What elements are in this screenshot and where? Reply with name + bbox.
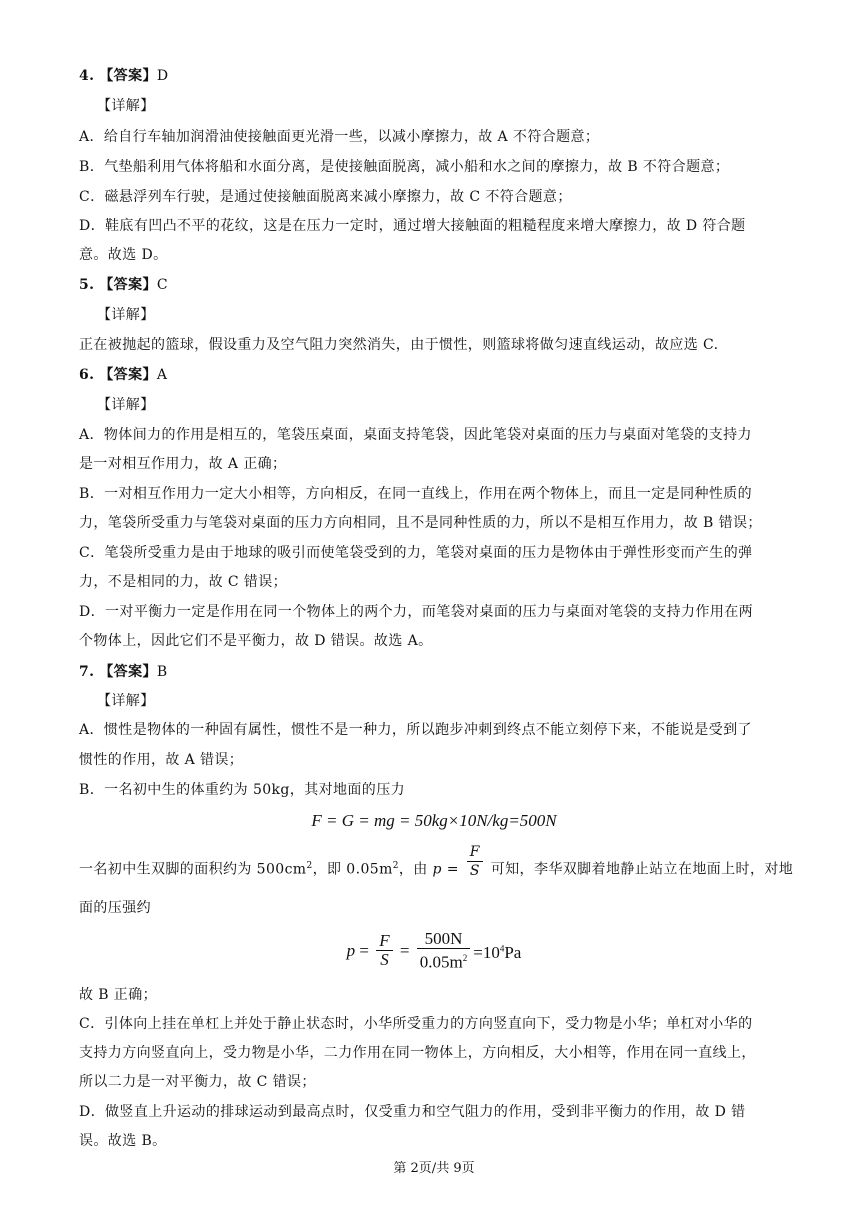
q7-line-d-cont: 误。故选 B。 — [79, 1133, 167, 1149]
q7-line-c-cont2: 所以二力是一对平衡力，故 C 错误； — [79, 1074, 316, 1090]
eq-s: S — [380, 950, 389, 970]
eq-den-value — [417, 949, 470, 972]
q4-answer: D — [156, 68, 169, 84]
eq-equals-2: = — [395, 940, 414, 960]
q5-answer-tag: 【答案】 — [99, 277, 157, 293]
q5-number: 5. — [79, 277, 95, 293]
q6-detail-heading: 【详解】 — [97, 397, 155, 413]
q7-line-a: A．惯性是物体的一种固有属性，惯性不是一种力，所以跑步冲刺到终点不能立刻停下来，不能说是受到了 — [79, 722, 752, 738]
q6-line-a: A．物体间力的作用是相互的，笔袋压桌面，桌面支持笔袋，因此笔袋对桌面的压力与桌面对笔袋的支持力 — [79, 427, 752, 443]
eq-result-text: =10 — [473, 943, 500, 963]
q6-answer-tag: 【答案】 — [99, 367, 157, 383]
q7-answer-tag: 【答案】 — [99, 664, 157, 680]
page-footer: 第 2页/共 9页 — [393, 1161, 475, 1176]
q6-line-c: C．笔袋所受重力是由于地球的吸引而使笔袋受到的力，笔袋对桌面的压力是物体由于弹性形变而产生的弹 — [79, 545, 753, 561]
q4-line-b: B．气垫船利用气体将船和水面分离，是使接触面脱离，减小船和水之间的摩擦力，故 B 不符合题意； — [79, 159, 730, 175]
eq-den-text: 0.05m — [419, 952, 463, 972]
eq-num-value: 500N — [417, 930, 470, 949]
q7-line-a-cont: 惯性的作用，故 A 错误； — [79, 752, 244, 768]
q7-number: 7. — [79, 664, 95, 680]
pressure-symbol: p — [432, 861, 442, 878]
q5-answer-line — [79, 275, 798, 295]
eq-fraction-fs — [376, 932, 392, 969]
fraction-denominator: S — [469, 863, 480, 880]
q7-line-b-result: 故 B 正确； — [79, 987, 157, 1003]
area-text-2: ，即 0.05m — [312, 861, 393, 878]
area-text-4: 可知，李华双脚着地静止站立在地面上时，对地 — [485, 861, 794, 878]
q7-line-b-area — [79, 844, 798, 880]
q7-line-c-cont: 支持力方向竖直向上，受力物是小华，二力作用在同一物体上，方向相反，大小相等，作用在同一直线上， — [79, 1045, 756, 1061]
eq-unit: Pa — [504, 943, 522, 963]
q4-line-a: A．给自行车轴加润滑油使接触面更光滑一些，以减小摩擦力，故 A 不符合题意； — [79, 129, 600, 145]
eq-result — [473, 943, 521, 962]
eq-result-sup: 4 — [499, 943, 505, 954]
q7-answer-line — [79, 662, 798, 682]
q6-line-a-cont: 是一对相互作用力，故 A 正确； — [79, 456, 287, 472]
inline-fraction — [467, 843, 483, 880]
eq-p: p — [346, 940, 356, 960]
q4-line-c: C．磁悬浮列车行驶，是通过使接触面脱离来减小摩擦力，故 C 不符合题意； — [79, 189, 572, 205]
q5-answer: C — [156, 277, 169, 293]
q7-detail-heading: 【详解】 — [97, 693, 155, 709]
q6-line-b: B．一对相互作用力一定大小相等，方向相反，在同一直线上，作用在两个物体上，而且一定是同种性质的 — [79, 486, 753, 502]
q6-answer: A — [156, 367, 168, 383]
eq-equals: = — [355, 940, 374, 960]
eq-f: F — [376, 932, 392, 951]
q6-line-b-cont: 力，笔袋所受重力与笔袋对桌面的压力方向相同，且不是同种性质的力，所以不是相互作用力，故 B 错误； — [79, 515, 762, 531]
area-sup: 2 — [306, 861, 313, 871]
q7-line-b: B．一名初中生的体重约为 50kg，其对地面的压力 — [79, 782, 405, 798]
q6-line-d-cont: 个物体上，因此它们不是平衡力，故 D 错误。故选 A。 — [79, 633, 433, 649]
q7-line-c: C．引体向上挂在单杠上并处于静止状态时，小华所受重力的方向竖直向下，受力物是小华；单杠对小华的 — [79, 1016, 753, 1032]
q5-detail-heading: 【详解】 — [97, 307, 155, 323]
area-sup-2: 2 — [392, 861, 399, 871]
q7-line-d: D．做竖直上升运动的排球运动到最高点时，仅受重力和空气阻力的作用，受到非平衡力的作用，故 D 错 — [79, 1104, 746, 1120]
q4-detail-heading: 【详解】 — [97, 98, 155, 114]
q4-line-d: D．鞋底有凹凸不平的花纹，这是在压力一定时，通过增大接触面的粗糙程度来增大摩擦力，故 D 符合题 — [79, 218, 746, 234]
eq-fraction-values — [417, 930, 470, 972]
q4-answer-tag: 【答案】 — [99, 68, 157, 84]
q7-answer: B — [156, 664, 168, 680]
q4-line-d-cont: 意。故选 D。 — [79, 247, 168, 263]
q7-line-b-pressure: 面的压强约 — [79, 900, 151, 916]
q5-line-1: 正在被抛起的篮球，假设重力及空气阻力突然消失，由于惯性，则篮球将做匀速直线运动，故应选 C. — [79, 337, 719, 353]
equation-force: F = G = mg = 50kg×10N/kg=500N — [311, 811, 557, 830]
equation-pressure — [0, 930, 868, 974]
q4-answer-line — [79, 66, 798, 86]
fraction-numerator: F — [467, 843, 483, 862]
q4-number: 4. — [79, 68, 95, 84]
area-text-3: ，由 — [398, 861, 433, 878]
area-text: 一名初中生双脚的面积约为 500cm — [79, 861, 307, 878]
q6-line-d: D．一对平衡力一定是作用在同一个物体上的两个力，而笔袋对桌面的压力与桌面对笔袋的支持力作用在两 — [79, 604, 754, 620]
q6-number: 6. — [79, 367, 95, 383]
equals-sign: = — [441, 861, 464, 878]
q6-line-c-cont: 力，不是相同的力，故 C 错误； — [79, 574, 288, 590]
eq-den-sup: 2 — [462, 953, 468, 963]
q6-answer-line — [79, 365, 798, 385]
